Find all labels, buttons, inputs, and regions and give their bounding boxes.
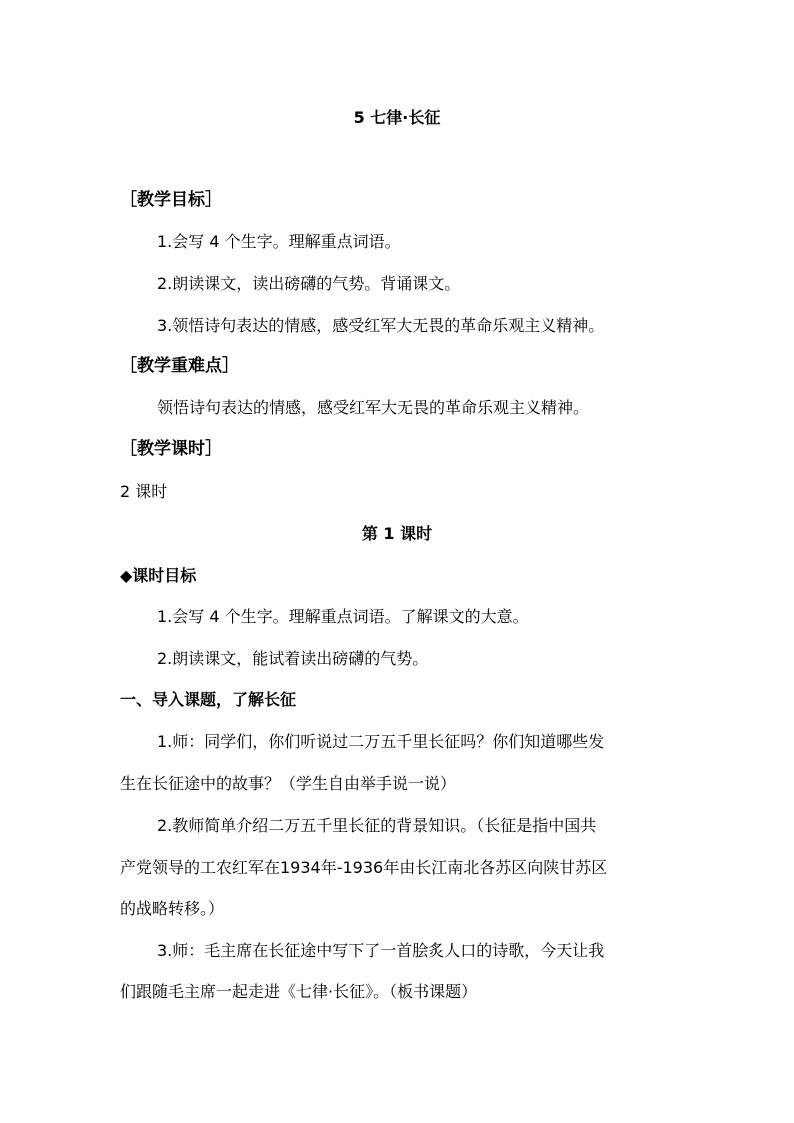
section-heading: 一、导入课题，了解长征: [120, 690, 297, 709]
lesson-title: 第 1 课时: [361, 524, 433, 543]
document-title: 5 七律·长征: [353, 108, 441, 127]
paragraph-line: 3.师：毛主席在长征途中写下了一首脍炙人口的诗歌，今天让我: [157, 941, 605, 960]
lesson-goal-item: 1.会写 4 个生字。理解重点词语。了解课文的大意。: [157, 607, 529, 626]
difficulties-text: 领悟诗句表达的情感，感受红军大无畏的革命乐观主义精神。: [157, 398, 590, 417]
objective-item: 3.领悟诗句表达的情感，感受红军大无畏的革命乐观主义精神。: [157, 316, 605, 335]
hours-heading: ［教学课时］: [120, 439, 222, 459]
paragraph-line: 的战略转移。）: [120, 899, 225, 918]
paragraph-line: 们跟随毛主席一起走进《七律·长征》。（板书课题）: [120, 982, 478, 1001]
paragraph-line: 2.教师简单介绍二万五千里长征的背景知识。（长征是指中国共: [157, 816, 597, 835]
paragraph-line: 生在长征途中的故事？（学生自由举手说一说）: [120, 774, 457, 793]
lesson-goal-item: 2.朗读课文，能试着读出磅礴的气势。: [157, 649, 429, 668]
paragraph-line: 产党领导的工农红军在1934年-1936年由长江南北各苏区向陕甘苏区: [120, 858, 608, 877]
objectives-heading: ［教学目标］: [120, 190, 222, 210]
lesson-goals-heading: ◆课时目标: [120, 566, 197, 585]
objective-item: 2.朗读课文，读出磅礴的气势。背诵课文。: [157, 274, 461, 293]
hours-text: 2 课时: [120, 482, 168, 501]
difficulties-heading: ［教学重难点］: [120, 356, 239, 376]
paragraph-line: 1.师：同学们，你们听说过二万五千里长征吗？你们知道哪些发: [157, 732, 605, 751]
objective-item: 1.会写 4 个生字。理解重点词语。: [157, 232, 401, 251]
